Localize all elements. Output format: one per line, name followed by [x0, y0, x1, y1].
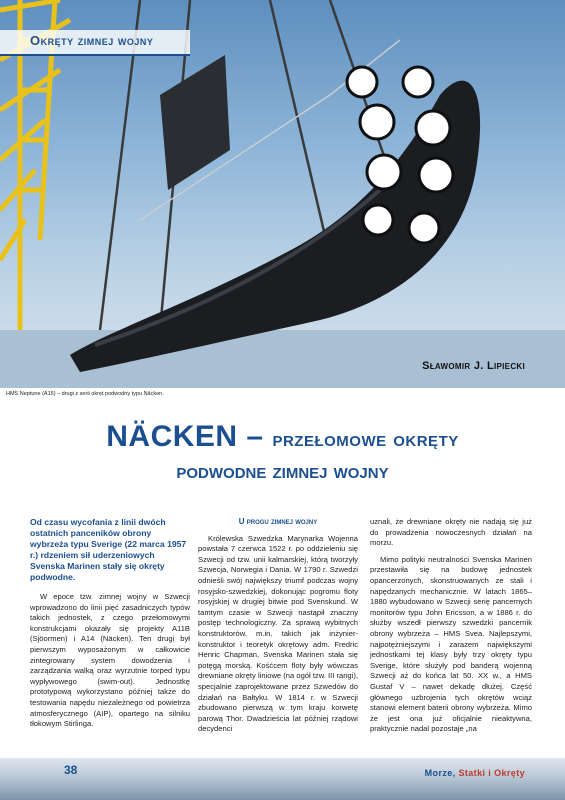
title-small: przełomowe okręty: [272, 426, 459, 451]
photo-caption: HMS Neptune (A15) – drugi z serii okręt podwodny typu Näcken.: [6, 391, 164, 397]
column-3: [370, 517, 532, 735]
section-label: Okręty zimnej wojny: [30, 33, 154, 48]
footer-band: [0, 758, 565, 800]
lead-paragraph: Od czasu wycofania z linii dwóch ostatnich panceników obrony wybrzeża typu Sverige (22 marca 1957 r.) rdzeniem sił uderzeniowych Svenska Marinen stały się okręty podwodne.: [30, 517, 187, 582]
column-2: [198, 517, 358, 735]
paragraph: Królewska Szwedzka Marynarka Wojenna powstała 7 czerwca 1522 r. po oddzieleniu się Szwecji od tzw. unii kalmarskiej, którą tworzyły Szwecja, Norwegia i Dania. W 1790 r. Szwedzi odnieśli swój największy triumf podczas wojny rosyjsko-szwedzkiej, dokonując pogromu floty rosyjskiej w drugiej bitwie pod Svenskund. W tamtym czasie w Szwecji nastąpił znaczny postęp technologiczny. Za sprawą wybitnych konstruktorów, m.in. takich jak inżynier-konstruktor i teoretyk okrętowy adm. Fredric Henric Chapman, Svenska Marinen stała się potęgą morską. Kośćcem floty były wówczas drewniane okręty liniowe (na ogół tzw. III rangi), specjalnie zaprojektowane przez Szwedów do działań na Bałtyku. W 1814 r. w Szwecji zbudowano pierwszą w tym kraju korwetę parową Thor. Dwadzieścia lat później rządowi decydenci: [198, 533, 358, 734]
page-number: 38: [64, 763, 78, 777]
column-1: [30, 517, 190, 730]
submarine-illustration: [0, 0, 565, 388]
subheading: U progu zimnej wojny: [238, 517, 318, 526]
paragraph: W epoce tzw. zimnej wojny w Szwecji wprowadzono do linii pięć zasadniczych typów takich jednostek, z czego przełomowymi konstrukcjami okazały się projekty A11B (Sjöormen) i A14 (Näcken). Ten drugi był pierwszym wyposażonym w całkowicie zintegrowany system dowodzenia i zarządzania walką oraz wyrzutnie torped typu wypływowego (swim-out). Jednostkę prototypową wykorzystano później także do testowania napędu niezależnego od powietrza atmosferycznego (AIP), opartego na silniku tłokowym Stirlinga.: [30, 592, 190, 729]
magazine-name: [425, 768, 525, 778]
paragraph: Mimo polityki neutralności Svenska Marinen przestawiła się na budowę jednostek opancerzonych, skonstruowanych ze stali i napędzanych mechanicznie. W latach 1865–1880 wybudowano w Szwecji serię pancernych monitorów typu John Ericsson, a w 1886 r. do służby wszedł pierwszy szwedzki pancernik obrony wybrzeża – HMS Svea. Najlepszymi, najpotężniejszymi i zarazem największymi jednostkami tej klasy były trzy okręty typu Sverige, które służyły pod banderą wojenną Szwecji aż do końca lat 50. XX w., a HMS Gustaf V – nawet dekadę dłużej. Część głównego uzbrojenia tych okrętów wciąż stanowi element baterii obrony wybrzeża. Mimo że jest ona już oficjalnie nieaktywna, praktycznie nadal pozostaje „na: [370, 554, 532, 734]
author-name: Sławomir J. Lipiecki: [422, 360, 525, 372]
title-big: NÄCKEN –: [106, 420, 273, 453]
paragraph: uznali, że drewniane okręty nie nadają się już do prowadzenia nowoczesnych działań na morzu.: [370, 517, 532, 548]
magazine-name-part-b: Statki i Okręty: [458, 768, 525, 778]
section-tag: [0, 30, 190, 56]
hero-photo: [0, 0, 565, 388]
article-title-line1: [0, 420, 565, 454]
conning-tower: [160, 55, 230, 190]
article-title-line2: podwodne zimnej wojny: [176, 458, 389, 483]
magazine-name-part-a: Morze,: [424, 768, 459, 778]
